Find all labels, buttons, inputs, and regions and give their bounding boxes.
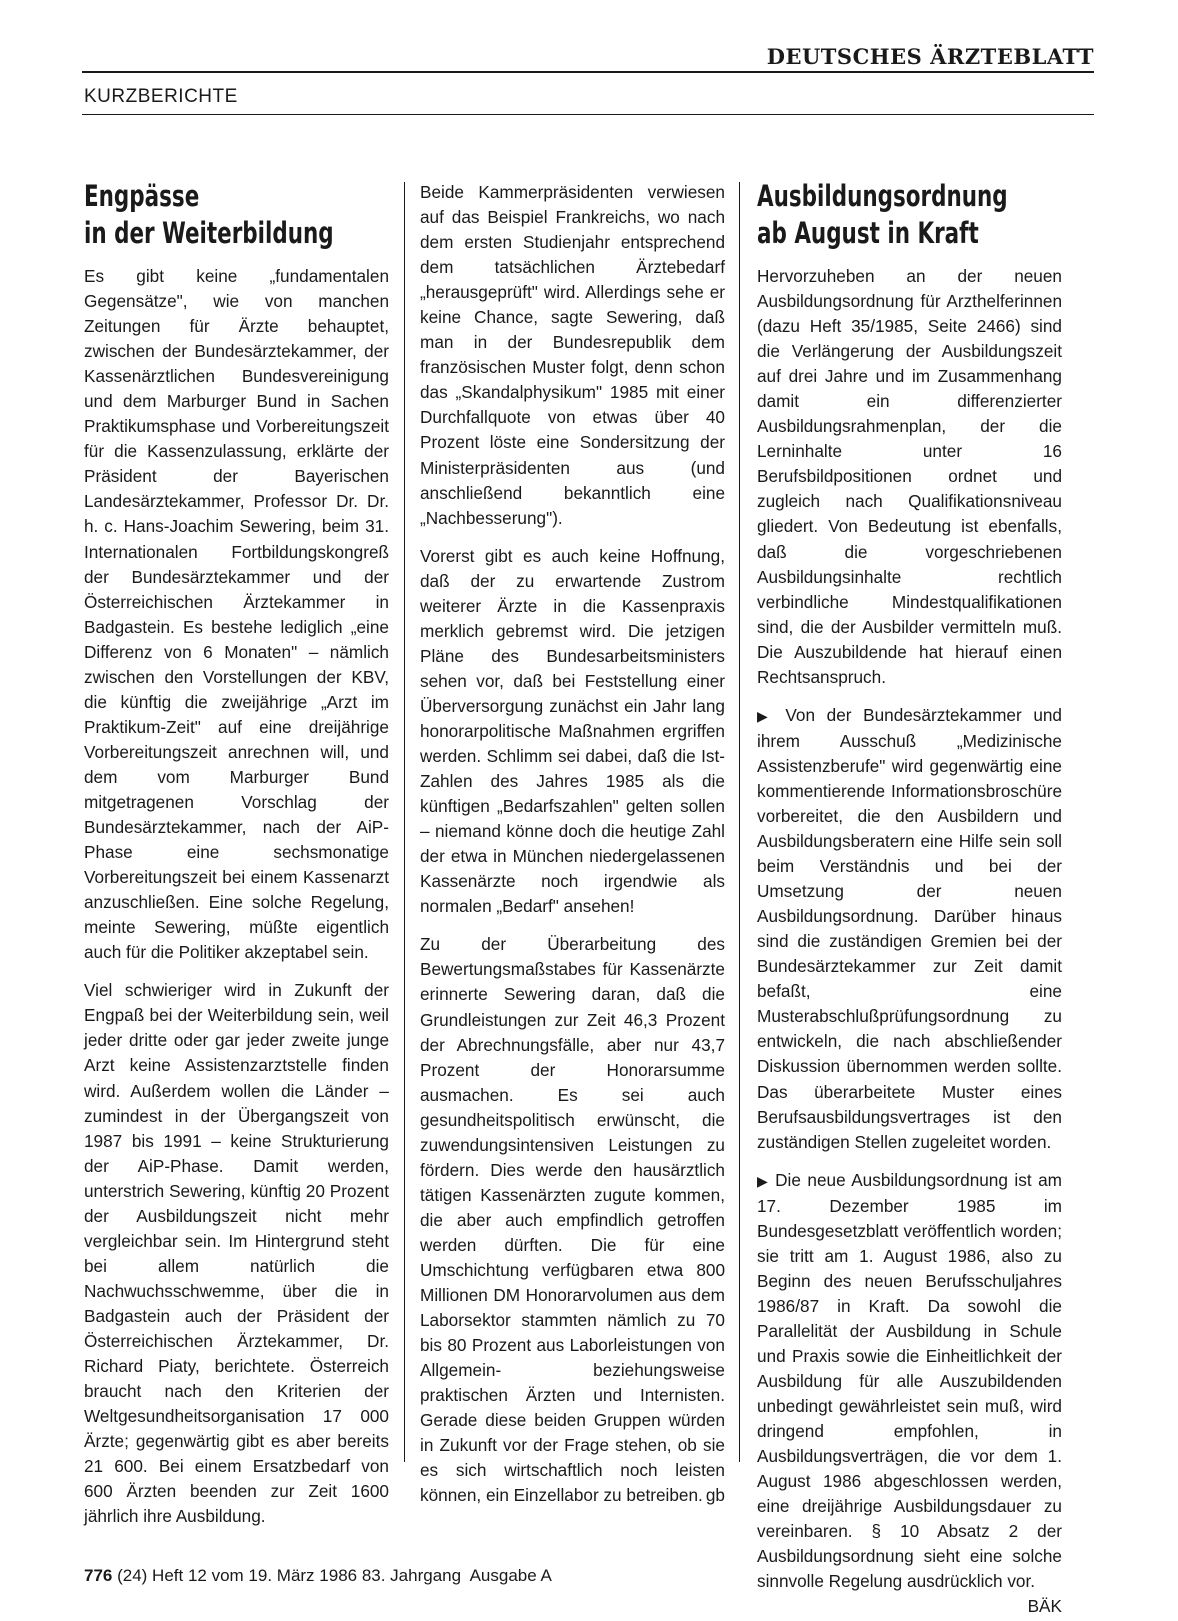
article2-paragraph-1: Hervorzuheben an der neuen Ausbildungsordnung für Arzthelferinnen (dazu Heft 35/1985, Seite 2466) sind die Verlängerung der Ausbildungszeit auf drei Jahre und im Zusammenhang damit ein differenzierter Ausbildungsrahmenplan, der die Lerninhalte unter 16 Berufsbildpositionen ordnet und zugleich nach Qualifikationsniveau gliedert. Von Bedeutung ist ebenfalls, daß die vorgeschriebenen Ausbildungsinhalte rechtlich verbindliche Mindestqualifikationen sind, die der Ausbilder vermitteln muß. Die Auszubildende hat hierauf einen Rechtsanspruch.	[757, 266, 1062, 687]
article2-headline-line1: Ausbildungsordnung	[757, 179, 1008, 213]
masthead-rule	[82, 71, 1094, 73]
issue-info: (24) Heft 12 vom 19. März 1986 83. Jahrgang Ausgabe A	[112, 1566, 552, 1585]
article1-paragraph-2: Viel schwieriger wird in Zukunft der Engpaß bei der Weiterbildung sein, weil jeder dritte oder gar jeder zweite junge Arzt keine Assistenzarztstelle finden wird. Außerdem wollen die Länder – zumindest in der Übergangszeit von 1987 bis 1991 – keine Strukturierung der AiP-Phase. Damit werden, unterstrich Sewering, künftig 20 Prozent der Ausbildungszeit nicht mehr vergleichbar sein. Im Hintergrund steht bei allem natürlich die Nachwuchsschwemme, über die in Badgastein auch der Präsident der Österreichischen Ärztekammer, Dr. Richard Piaty, berichtete. Österreich braucht nach den Kriterien der Weltgesundheitsorganisation 17 000 Ärzte; gegenwärtig gibt es aber bereits 21 600. Bei einem Ersatzbedarf von 600 Ärzten beenden zur Zeit 1600 jährlich ihre Ausbildung.	[84, 980, 389, 1527]
article2-signature: BÄK	[1027, 1596, 1062, 1617]
article1-headline	[84, 178, 389, 252]
article2-headline	[757, 178, 1062, 252]
column-2	[420, 180, 725, 1508]
column-3	[757, 178, 1062, 1619]
article1-paragraph-3: Beide Kammerpräsidenten verwiesen auf das Beispiel Frankreichs, wo nach dem ersten Studienjahr entsprechend dem tatsächlichen Ärztebedarf „herausgeprüft" wird. Allerdings sehe er keine Chance, sagte Sewering, daß man in der Bundesrepublik dem französischen Muster folgt, denn schon das „Skandalphysikum" 1985 mit einer Durchfallquote von etwas über 40 Prozent löste eine Sondersitzung der Ministerpräsidenten aus (und anschließend bekanntlich eine „Nachbesserung").	[420, 182, 725, 528]
column-divider-right	[739, 182, 740, 1462]
article1-headline-line1: Engpässe	[84, 179, 200, 213]
article1-paragraph-4: Vorerst gibt es auch keine Hoffnung, daß der zu erwartende Zustrom weiterer Ärzte in die Kassenpraxis merklich gebremst wird. Die jetzigen Pläne des Bundesarbeitsministers sehen vor, daß bei Feststellung einer Überversorgung zunächst ein Jahr lang honorarpolitische Maßnahmen ergriffen werden. Schlimm sei dabei, daß die Ist-Zahlen des Jahres 1985 als die künftigen „Bedarfszahlen" gelten sollen – niemand könne doch die heutige Zahl der etwa in München niedergelassenen Kassenärzte noch irgendwie als normalen „Bedarf" ansehen!	[420, 545, 725, 917]
article2-paragraph-3-text: Die neue Ausbildungsordnung ist am 17. Dezember 1985 im Bundesgesetzblatt veröffentlich worden; sie tritt am 1. August 1986, also zu Beginn des neuen Berufsschuljahres 1986/87 in Kraft. Da sowohl die Parallelität der Ausbildung in Schule und Praxis sowie die Einheitlichkeit der Ausbildung für alle Auszubildenden unbedingt gewährleistet sein muß, wird dringend empfohlen, in Ausbildungsverträgen, die vor dem 1. August 1986 abgeschlossen werden, eine dreijährige Ausbildungsdauer zu vereinbaren. § 10 Absatz 2 der Ausbildungsordnung sieht eine solche sinnvolle Regelung ausdrücklich vor.	[757, 1169, 1063, 1592]
column-divider-left	[404, 182, 405, 1462]
article1-headline-line2: in der Weiterbildung	[84, 216, 334, 250]
page-footer	[84, 1566, 552, 1586]
section-label: KURZBERICHTE	[84, 86, 238, 107]
column-1	[84, 178, 389, 1529]
article1-signature: gb	[705, 1485, 725, 1506]
article1-paragraph-5-text: Zu der Überarbeitung des Bewertungsmaßstabes für Kassenärzte erinnerte Sewering daran, daß die Grundleistungen zur Zeit 46,3 Prozent der Abrechnungsfälle, aber nur 43,7 Prozent der Honorarsumme ausmachen. Es sei auch gesundheitspolitisch erwünscht, die zuwendungsintensiven Leistungen zu fördern. Dies werde den hausärztlich tätigen Kassenärzten zugute kommen, die aber auch empfindlich getroffen werden dürften. Die für eine Umschichtung verfügbaren etwa 800 Millionen DM Honorarvolumen aus dem Laborsektor stammten nämlich zu 70 bis 80 Prozent aus Laborleistungen von Allgemein- beziehungsweise praktischen Ärzten und Internisten. Gerade diese beiden Gruppen würden in Zukunft vor der Frage stehen, ob sie es sich wirtschaftlich noch leisten können, ein Einzellabor zu betreiben.	[420, 934, 725, 1506]
article2-paragraph-2: ▶ Von der Bundesärztekammer und ihrem Ausschuß „Medizinische Assistenzberufe" wird gegenwärtig eine kommentierende Informationsbroschüre vorbereitet, die den Ausbildern und Ausbildungsberatern eine Hilfe sein soll beim Verständnis und bei der Umsetzung der neuen Ausbildungsordnung. Darüber hinaus sind die zuständigen Gremien bei der Bundesärztekammer zur Zeit damit befaßt, eine Musterabschlußprüfungsordnung zu entwickeln, die nach abschließender Diskussion übernommen werden sollte. Das überarbeitete Muster eines Berufsausbildungsvertrages ist den zuständigen Stellen zugeleitet worden.	[757, 703, 1062, 1155]
article2-paragraph-3	[757, 1168, 1063, 1617]
page-number: 776	[84, 1566, 113, 1585]
article1-paragraph-1: Es gibt keine „fundamentalen Gegensätze", wie von manchen Zeitungen für Ärzte behauptet, zwischen der Bundesärztekammer, der Kassenärztlichen Bundesvereinigung und dem Marburger Bund in Sachen Praktikumsphase und Vorbereitungszeit für die Kassenzulassung, erklärte der Präsident der Bayerischen Landesärztekammer, Professor Dr. Dr. h. c. Hans-Joachim Sewering, beim 31. Internationalen Fortbildungskongreß der Bundesärztekammer und der Österreichischen Ärztekammer in Badgastein. Es bestehe lediglich „eine Differenz von 6 Monaten" – nämlich zwischen den Vorstellungen der KBV, die künftig die zweijährige „Arzt im Praktikum-Zeit" auf eine dreijährige Vorbereitungszeit anrechnen will, und dem vom Marburger Bund mitgetragenen Vorschlag der Bundesärztekammer, nach der AiP-Phase eine sechsmonatige Vorbereitungszeit bei einem Kassenarzt anzuschließen. Eine solche Regelung, meinte Sewering, müßte eigentlich auch für die Politiker akzeptabel sein.	[84, 266, 389, 963]
masthead: DEUTSCHES ÄRZTEBLATT	[766, 44, 1094, 69]
article2-headline-line2: ab August in Kraft	[757, 216, 979, 250]
article1-paragraph-5	[420, 932, 725, 1508]
section-rule	[82, 114, 1094, 115]
